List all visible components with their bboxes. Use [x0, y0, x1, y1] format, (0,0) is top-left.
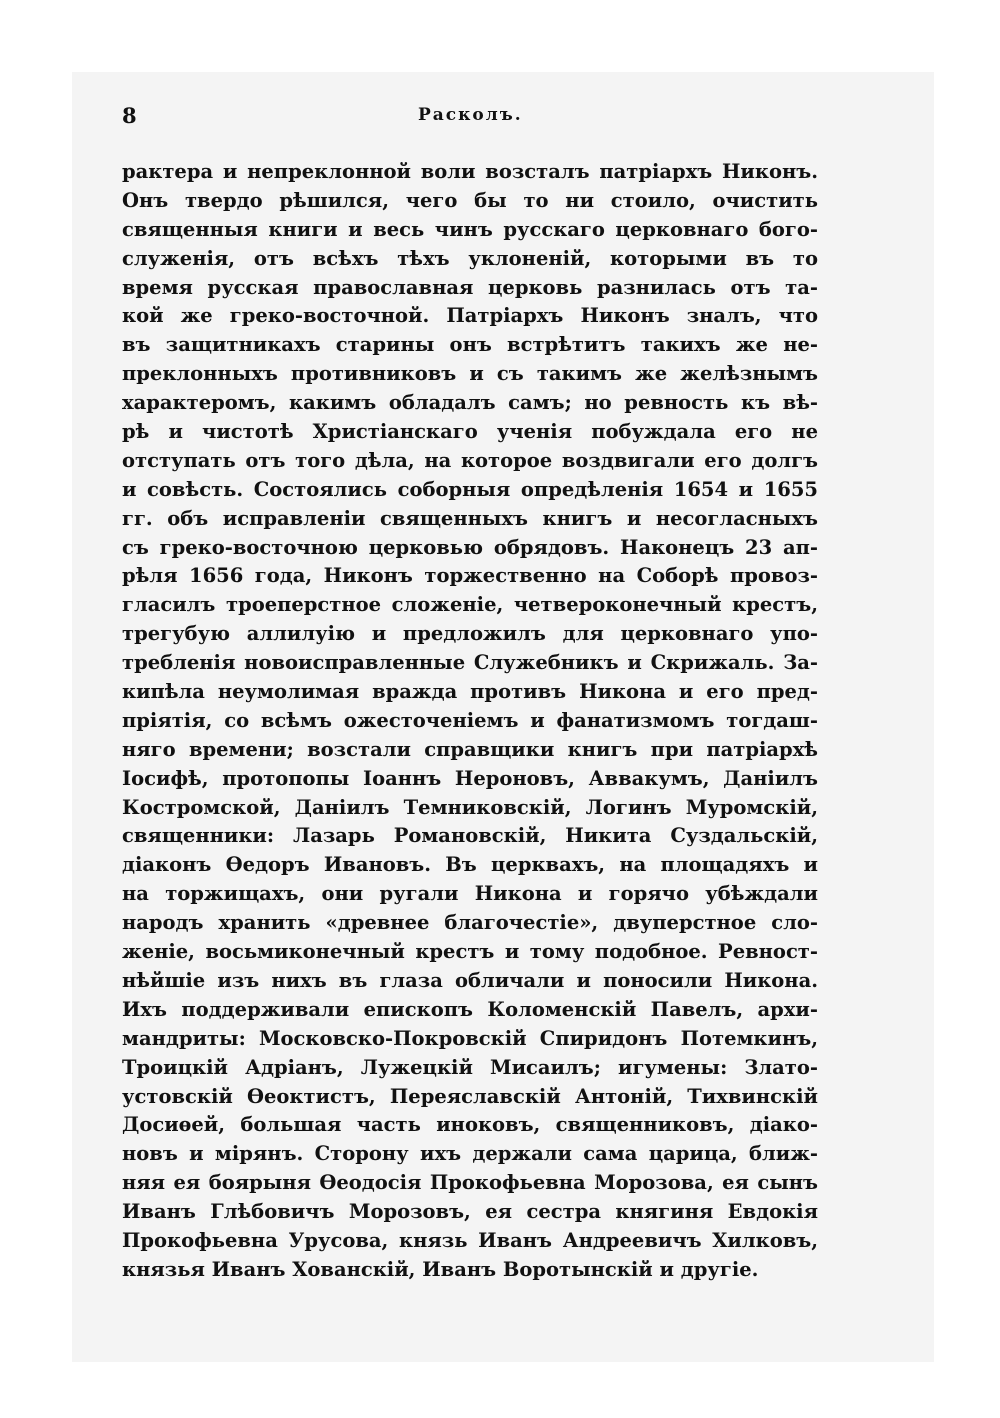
text-line: діаконъ Ѳедоръ Ивановъ. Въ церквахъ, на площадяхъ и	[122, 853, 818, 877]
text-line: князья Иванъ Хованскій, Иванъ Воротынскій и другіе.	[122, 1257, 759, 1281]
text-line: кипѣла неумолимая вражда противъ Никона и его пред-	[122, 680, 818, 704]
page-header	[122, 103, 822, 133]
text-line: требленія новоисправленные Служебникъ и Скрижаль. За-	[122, 651, 818, 675]
text-line: и совѣсть. Состоялись соборныя опредѣленія 1654 и 1655	[122, 477, 818, 501]
text-line: время русская православная церковь разнилась отъ та-	[122, 275, 818, 299]
text-line: рѣля 1656 года, Никонъ торжественно на Соборѣ провоз-	[122, 564, 818, 588]
text-line: отступать отъ того дѣла, на которое воздвигали его долгъ	[122, 448, 818, 472]
text-line: гг. объ исправленіи священныхъ книгъ и несогласныхъ	[122, 506, 818, 530]
text-line: священники: Лазарь Романовскій, Никита Суздальскій,	[122, 824, 818, 848]
text-line: народъ хранить «древнее благочестіе», двуперстное сло-	[122, 911, 818, 935]
text-line: новъ и мірянъ. Сторону ихъ держали сама царица, ближ-	[122, 1142, 818, 1166]
text-line: Троицкій Адріанъ, Лужецкій Мисаилъ; игумены: Злато-	[122, 1055, 818, 1079]
text-line: на торжищахъ, они ругали Никона и горячо убѣждали	[122, 882, 818, 906]
text-line: няя ея боярыня Ѳеодосія Прокофьевна Морозова, ея сынъ	[122, 1171, 818, 1195]
text-line: нѣйшіе изъ нихъ въ глаза обличали и поносили Никона.	[122, 968, 818, 992]
text-line: преклонныхъ противниковъ и съ такимъ же желѣзнымъ	[122, 362, 818, 386]
text-line: кой же греко-восточной. Патріархъ Никонъ зналъ, что	[122, 304, 818, 328]
text-line: служенія, отъ всѣхъ тѣхъ уклоненій, которыми въ то	[122, 246, 818, 270]
text-line: характеромъ, какимъ обладалъ самъ; но ревность къ вѣ-	[122, 391, 818, 415]
text-line: женіе, восьмиконечный крестъ и тому подобное. Ревност-	[122, 940, 818, 964]
text-line: Ихъ поддерживали епископъ Коломенскій Павелъ, архи-	[122, 997, 818, 1021]
text-line: Иванъ Глѣбовичъ Морозовъ, ея сестра княгиня Евдокія	[122, 1200, 818, 1224]
text-line: гласилъ троеперстное сложеніе, четвероконечный крестъ,	[122, 593, 818, 617]
text-line: въ защитникахъ старины онъ встрѣтитъ такихъ же не-	[122, 333, 818, 357]
text-line: рѣ и чистотѣ Христіанскаго ученія побуждала его не	[122, 420, 818, 444]
text-line: священныя книги и весь чинъ русскаго церковнаго бого-	[122, 217, 818, 241]
text-line: Прокофьевна Урусова, князь Иванъ Андреевичъ Хилковъ,	[122, 1228, 818, 1252]
running-title: Расколъ.	[418, 105, 523, 125]
text-line: Досиѳей, большая часть иноковъ, священниковъ, діако-	[122, 1113, 818, 1137]
text-line: Костромской, Даніилъ Темниковскій, Логинъ Муромскій,	[122, 795, 818, 819]
text-line: трегубую аллилуію и предложилъ для церковнаго упо-	[122, 622, 818, 646]
text-line: Онъ твердо рѣшился, чего бы то ни стоило, очистить	[122, 188, 818, 212]
page-number: 8	[122, 103, 137, 128]
text-line: пріятія, со всѣмъ ожесточеніемъ и фанатизмомъ тогдаш-	[122, 708, 818, 732]
text-line: устовскій Ѳеоктистъ, Переяславскій Антоній, Тихвинскій	[122, 1084, 818, 1108]
text-line: Іосифѣ, протопопы Іоаннъ Нероновъ, Аввакумъ, Даніилъ	[122, 766, 818, 790]
text-line: съ греко-восточною церковью обрядовъ. Наконецъ 23 ап-	[122, 535, 818, 559]
body-text	[122, 158, 818, 1285]
text-line: рактера и непреклонной воли возсталъ патріархъ Никонъ.	[122, 160, 818, 183]
text-line: няго времени; возстали справщики книгъ при патріархѣ	[122, 737, 818, 761]
text-line: мандриты: Московско-Покровскій Спиридонъ Потемкинъ,	[122, 1026, 818, 1050]
